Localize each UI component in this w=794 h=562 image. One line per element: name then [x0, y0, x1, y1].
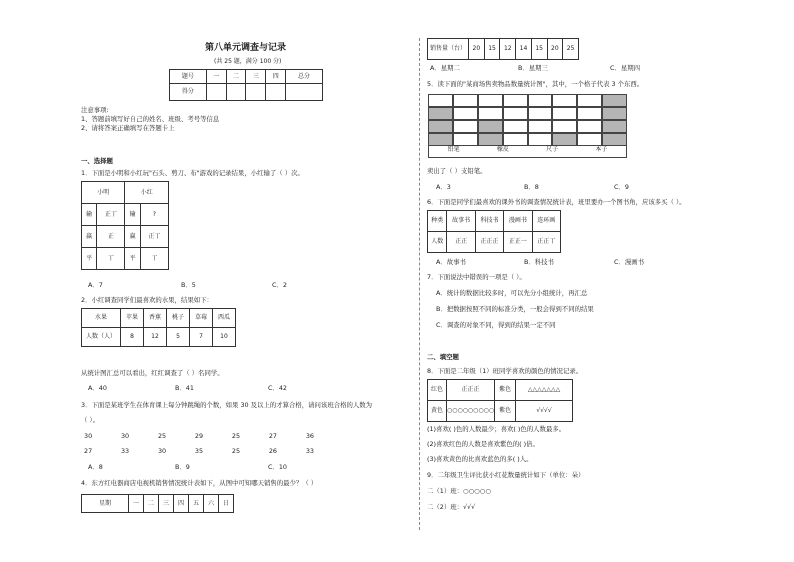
- graph-cell: [577, 94, 602, 107]
- q6-cell: 正正: [447, 232, 475, 253]
- q6-cell: 人数: [428, 232, 447, 253]
- option-a[interactable]: A．7: [88, 281, 103, 289]
- q2-cell: 8: [121, 328, 144, 347]
- option-a[interactable]: A．故事书: [436, 258, 466, 266]
- score-cell[interactable]: [266, 84, 286, 101]
- q1-table: [81, 181, 169, 270]
- q3-value: 25: [231, 432, 241, 440]
- q3-value: 36: [305, 432, 314, 440]
- option-b[interactable]: B．科技书: [524, 258, 554, 266]
- q3-value: 30: [157, 447, 167, 455]
- option-c[interactable]: C．调查的对象不同，得到的结果一定不同: [436, 321, 556, 329]
- graph-cell: [577, 133, 602, 146]
- graph-cell: [528, 133, 553, 146]
- score-header: 题号: [170, 70, 207, 84]
- q4-cell: 15: [531, 39, 547, 60]
- score-cell[interactable]: [206, 84, 226, 101]
- q1-header: 小红: [125, 182, 169, 204]
- q4-header: 星期: [82, 495, 129, 513]
- fill-line: (2)喜欢红色的人数是喜欢紫色的( )倍。: [427, 440, 539, 448]
- option-b[interactable]: B．9: [175, 463, 190, 471]
- question-text: 1．下面是小明和小红玩"石头、剪刀、布"游戏的记录结果，小红输了（ ）次。: [81, 169, 304, 177]
- graph-cell: [577, 120, 602, 133]
- q8-cell: 正正正: [447, 380, 495, 401]
- graph-category: 本子: [595, 146, 608, 153]
- q1-cell: 平: [82, 248, 97, 270]
- question-text: 2．小红调查同学们最喜欢的水果，结果如下：: [81, 296, 213, 304]
- question-text: 9．二年级卫生评比获小红花数量统计如下（单位：朵）: [427, 471, 585, 479]
- graph-cell: [453, 120, 478, 133]
- graph-category: 橡皮: [496, 146, 509, 153]
- graph-cell-filled: [428, 120, 453, 133]
- q2-header: 桃子: [167, 309, 190, 328]
- score-cell[interactable]: [246, 84, 266, 101]
- q4-cell: 15: [484, 39, 500, 60]
- q2-header: 水果: [82, 309, 121, 328]
- question-text: 7．下面说法中错误的一项是（ ）。: [427, 273, 526, 281]
- graph-cell-filled: [602, 94, 627, 107]
- q1-cell: 正丅: [97, 204, 125, 226]
- q6-header: 种类: [428, 211, 447, 232]
- option-a[interactable]: A．8: [88, 463, 103, 471]
- graph-category: 铅笔: [447, 146, 460, 153]
- q1-cell: 丅: [97, 248, 125, 270]
- question-text: 6．下面是同学们最喜欢的课外书的调查情况统计表，班里要办一个图书角，应该多买（ ）。: [427, 198, 686, 206]
- q8-cell: 紫色: [495, 380, 516, 401]
- q1-header: 小明: [82, 182, 125, 204]
- option-a[interactable]: A．统计的数据比较多时，可以先分小组统计，再汇总: [436, 289, 588, 297]
- q3-row: [84, 447, 314, 455]
- section-heading: 一、选择题: [81, 157, 113, 165]
- q8-cell: √√√√: [516, 401, 573, 422]
- question-text: 3．下面是某班学生在体育课上每分钟跳绳的个数，如果 30 及以上的才算合格，请问该班合格的人数为: [81, 401, 373, 409]
- q4-header: 五: [189, 495, 204, 513]
- graph-cell: [503, 120, 528, 133]
- page-title: 第八单元调查与记录: [205, 43, 287, 53]
- score-cell[interactable]: [286, 84, 323, 101]
- q1-cell: 正: [97, 226, 125, 248]
- section-heading: 二、填空题: [427, 353, 459, 361]
- q3-value: 25: [231, 447, 241, 455]
- q2-header: 西瓜: [213, 309, 236, 328]
- q2-header: 香蕉: [144, 309, 167, 328]
- score-row-label: 得分: [170, 84, 207, 101]
- graph-cell: [552, 120, 577, 133]
- q6-header: 故事书: [447, 211, 475, 232]
- q4-cell: 销售量（台）: [428, 39, 469, 60]
- graph-cell: [503, 94, 528, 107]
- q8-cell: 紫色: [495, 401, 516, 422]
- graph-cell: [552, 94, 577, 107]
- graph-cell-filled: [602, 133, 627, 146]
- option-c[interactable]: C．星期四: [610, 64, 641, 72]
- graph-cell: [428, 94, 453, 107]
- q3-value: 27: [268, 432, 277, 440]
- q2-cell: 7: [190, 328, 213, 347]
- q1-cell: ?: [140, 204, 168, 226]
- q8-cell: 红色: [428, 380, 447, 401]
- q1-cell: 输: [82, 204, 97, 226]
- q1-cell: 赢: [125, 226, 140, 248]
- q1-cell: 赢: [82, 226, 97, 248]
- fill-line: 二（2）班：√√√: [427, 503, 476, 511]
- q4-sales-table: [427, 38, 579, 60]
- q4-header: 六: [204, 495, 219, 513]
- graph-cell-filled: [602, 107, 627, 120]
- graph-cell: [453, 133, 478, 146]
- q6-cell: 正正正: [475, 232, 503, 253]
- q4-cell: 14: [516, 39, 532, 60]
- q6-header: 漫画书: [504, 211, 532, 232]
- score-header: 三: [246, 70, 266, 84]
- q8-cell: △△△△△△△: [516, 380, 573, 401]
- question-text: 5．读下面的"某商场售卖物品数量统计图"，其中，一个格子代表 3 个东西。: [427, 80, 644, 88]
- q6-header: 连环画: [532, 211, 560, 232]
- q2-cell: 10: [213, 328, 236, 347]
- question-text: 卖出了（ ）支铅笔。: [427, 167, 487, 175]
- page-subtitle: (共 25 题，满分 100 分): [214, 58, 282, 65]
- graph-cell: [503, 107, 528, 120]
- q3-value: 35: [194, 447, 204, 455]
- q2-header: 草莓: [190, 309, 213, 328]
- option-b[interactable]: B．星期三: [518, 64, 548, 72]
- note-item: 1、答题前填写好自己的姓名、班级、考号等信息: [81, 115, 220, 123]
- q4-table: [81, 494, 234, 513]
- graph-cell: [503, 133, 528, 146]
- q3-value: 25: [157, 432, 167, 440]
- notes-heading: 注意事项:: [81, 106, 109, 114]
- q1-cell: 丅: [140, 248, 168, 270]
- q4-header: 四: [174, 495, 189, 513]
- q4-header: 二: [144, 495, 159, 513]
- graph-cell: [478, 94, 503, 107]
- q8-cell: 黄色: [428, 401, 447, 422]
- graph-cell: [528, 120, 553, 133]
- score-table: [169, 69, 323, 101]
- option-a[interactable]: A．40: [88, 384, 107, 392]
- graph-cell-filled: [478, 133, 503, 146]
- question-text: 4．东方红电器商店电视机销售情况统计表如下，从图中可知哪天销售的最少？（ ）: [81, 479, 318, 487]
- q4-header: 三: [159, 495, 174, 513]
- option-b[interactable]: B．41: [175, 384, 194, 392]
- q6-cell: 正正丅: [532, 232, 560, 253]
- question-text: 8．下面是二年级（1）班同学喜欢的颜色的情况记录。: [427, 367, 583, 375]
- graph-cell: [528, 107, 553, 120]
- q4-cell: 20: [469, 39, 485, 60]
- q2-table: [81, 308, 236, 347]
- graph-category: 尺子: [546, 146, 559, 153]
- question-text: 从统计图汇总可以看出，红红调查了（ ）名同学。: [81, 369, 224, 377]
- option-a[interactable]: A．3: [436, 183, 451, 191]
- score-header: 四: [266, 70, 286, 84]
- option-b[interactable]: B．5: [181, 281, 196, 289]
- option-c[interactable]: C．9: [614, 183, 629, 191]
- note-item: 2、请将答案正确填写在答题卡上: [81, 124, 175, 132]
- q4-header: 一: [129, 495, 144, 513]
- q3-value: 26: [268, 447, 277, 455]
- fill-line: 二（1）班：○○○○○: [427, 487, 491, 495]
- q2-cell: 人数（人）: [82, 328, 121, 347]
- option-b[interactable]: B．把数据按照不同的标准分类，一般会得到不同的结果: [436, 305, 594, 313]
- q1-cell: 平: [125, 248, 140, 270]
- option-c[interactable]: C．10: [268, 463, 287, 471]
- q6-header: 科技书: [475, 211, 503, 232]
- graph-cell-filled: [428, 107, 453, 120]
- column-divider: [419, 38, 420, 530]
- option-c[interactable]: C．漫画书: [614, 258, 645, 266]
- graph-cell: [577, 107, 602, 120]
- q4-header: 日: [219, 495, 234, 513]
- option-c[interactable]: C．2: [272, 281, 287, 289]
- q3-value: 30: [120, 432, 130, 440]
- graph-cell: [552, 107, 577, 120]
- q1-cell: 正丅: [140, 226, 168, 248]
- q3-row: [84, 432, 314, 440]
- q4-cell: 25: [563, 39, 579, 60]
- q3-value: 29: [194, 432, 204, 440]
- q3-value: 27: [84, 447, 93, 455]
- q4-cell: 12: [500, 39, 516, 60]
- q8-table: [427, 379, 573, 422]
- fill-line: (3)喜欢黄色的比喜欢蓝色的多( )人。: [427, 455, 533, 463]
- q2-header: 苹果: [121, 309, 144, 328]
- q1-cell: 输: [125, 204, 140, 226]
- q4-cell: 20: [547, 39, 563, 60]
- q3-value: 33: [120, 447, 130, 455]
- option-a[interactable]: A．星期二: [430, 64, 460, 72]
- q3-value: 30: [84, 432, 93, 440]
- q2-cell: 5: [167, 328, 190, 347]
- q5-picture-graph: [428, 94, 627, 158]
- score-header: 总分: [286, 70, 323, 84]
- q6-table: [427, 210, 561, 253]
- graph-cell: [453, 94, 478, 107]
- graph-cell: [453, 107, 478, 120]
- question-blank: （ ）。: [81, 416, 100, 424]
- q6-cell: 正正一: [504, 232, 532, 253]
- option-c[interactable]: C．42: [268, 384, 287, 392]
- graph-cell-filled: [428, 133, 453, 146]
- q3-value: 33: [305, 447, 314, 455]
- q8-cell: ○○○○○○○○○: [447, 401, 495, 422]
- fill-line: (1)喜欢( )色的人数最少；喜欢( )色的人数最多。: [427, 425, 566, 433]
- graph-cell-filled: [478, 120, 503, 133]
- graph-cell: [478, 107, 503, 120]
- option-b[interactable]: B．8: [524, 183, 539, 191]
- score-header: 二: [226, 70, 246, 84]
- graph-cell-filled: [552, 133, 577, 146]
- q2-cell: 12: [144, 328, 167, 347]
- graph-cell-filled: [602, 120, 627, 133]
- score-header: 一: [206, 70, 226, 84]
- score-cell[interactable]: [226, 84, 246, 101]
- graph-cell: [528, 94, 553, 107]
